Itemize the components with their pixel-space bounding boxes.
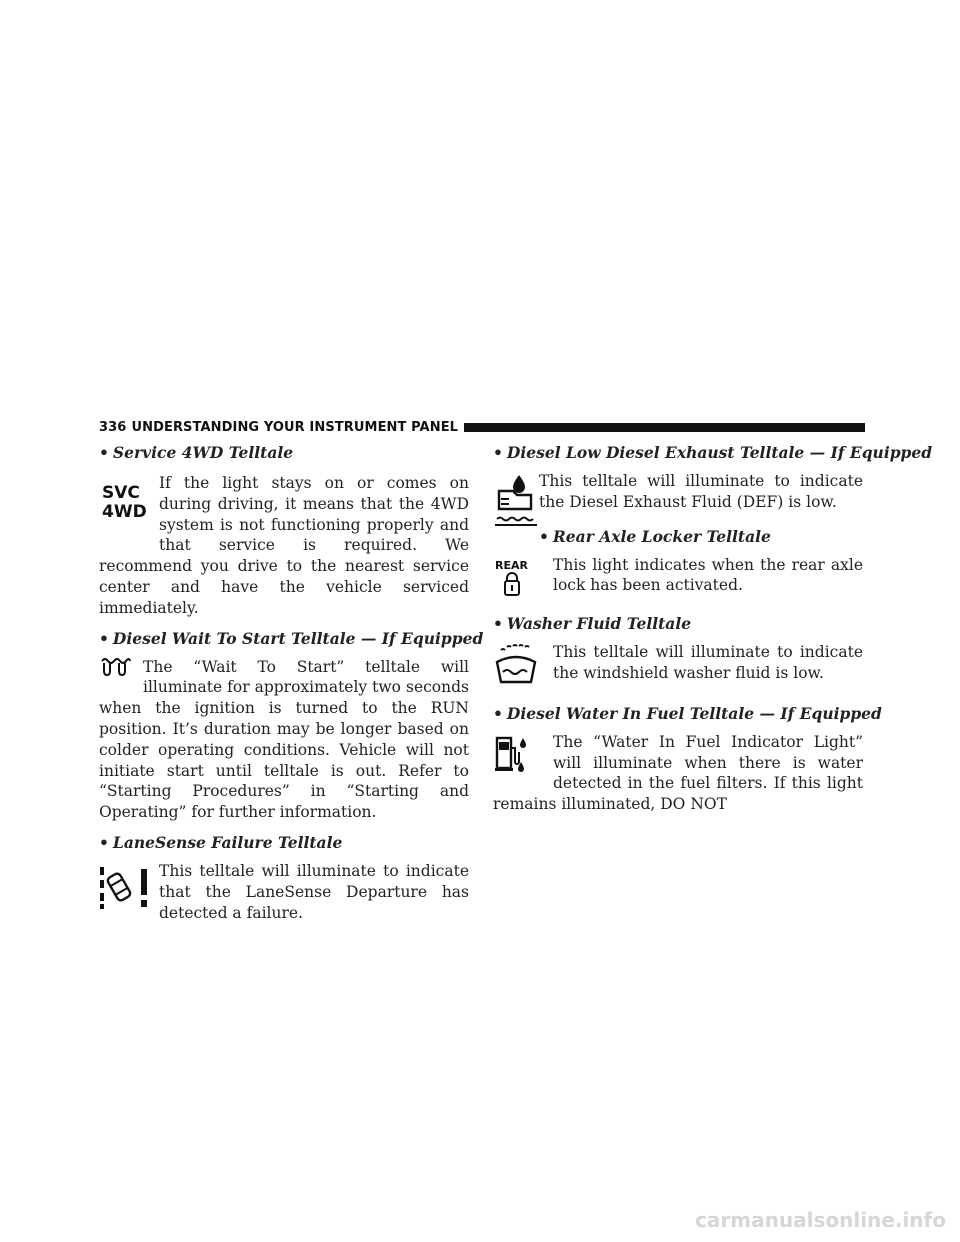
- svc-4wd-icon: [99, 471, 159, 525]
- wait-to-start-item: [99, 628, 484, 823]
- item-body: The “Water In Fuel Indicator Light” will illuminate when there is water detected in the fuel filters. If this light remains illuminated, DO NOT: [493, 732, 863, 814]
- item-title: • Diesel Water In Fuel Telltale — If Equipped: [493, 703, 882, 723]
- rear-axle-locker-item: [493, 527, 863, 597]
- washer-fluid-icon: [493, 642, 553, 694]
- svg-text:REAR: REAR: [495, 558, 528, 572]
- service-4wd-item: [99, 443, 469, 619]
- svg-text:SVC: SVC: [102, 483, 140, 503]
- item-body: The “Wait To Start” telltale will illuminate for approximately two seconds when the ignition is turned to the RUN position. It’s duration may be longer based on colder operating conditions. Vehicle will not initiate start until telltale is out. Refer to “Starting Procedures” in “Starting and Operating” for further information.: [99, 657, 469, 822]
- washer-fluid-item: [493, 614, 863, 684]
- watermark: carmanualsonline.info: [695, 1208, 946, 1232]
- item-body: This telltale will illuminate to indicate that the LaneSense Departure has detected a failure.: [99, 861, 469, 923]
- item-title: • Diesel Low Diesel Exhaust Telltale — If Equipped: [493, 443, 933, 462]
- water-in-fuel-icon: [493, 732, 553, 794]
- header-rule: [464, 423, 865, 432]
- page-header: [99, 417, 865, 437]
- item-body: If the light stays on or comes on during driving, it means that the 4WD system is not functioning properly and that service is required. We recommend you drive to the nearest service center and have the vehicle serviced immediately.: [99, 474, 469, 617]
- item-title: • Service 4WD Telltale: [99, 443, 294, 462]
- item-body: This telltale will illuminate to indicate the windshield washer fluid is low.: [493, 642, 863, 684]
- def-low-item: [493, 443, 933, 513]
- water-in-fuel-item: [493, 703, 882, 815]
- item-body: This telltale will illuminate to indicate the Diesel Exhaust Fluid (DEF) is low.: [493, 471, 863, 513]
- def-low-icon: [493, 471, 539, 531]
- item-title: • Diesel Wait To Start Telltale — If Equipped: [99, 628, 484, 648]
- item-title: • LaneSense Failure Telltale: [99, 832, 343, 852]
- item-title: • Washer Fluid Telltale: [493, 614, 692, 634]
- svg-text:4WD: 4WD: [102, 502, 147, 521]
- right-column: [493, 443, 933, 815]
- item-body: REAR This light indicates when the rear axle lock has been activated.: [493, 555, 863, 597]
- rear-axle-lock-icon: [493, 555, 553, 601]
- page-number: 336: [99, 419, 127, 435]
- section-title: UNDERSTANDING YOUR INSTRUMENT PANEL: [131, 419, 459, 435]
- glow-plug-icon: [99, 657, 143, 697]
- item-title: • Rear Axle Locker Telltale: [539, 526, 771, 546]
- lanesense-failure-icon: [99, 861, 159, 927]
- left-column: [99, 443, 484, 927]
- lanesense-failure-item: [99, 833, 469, 923]
